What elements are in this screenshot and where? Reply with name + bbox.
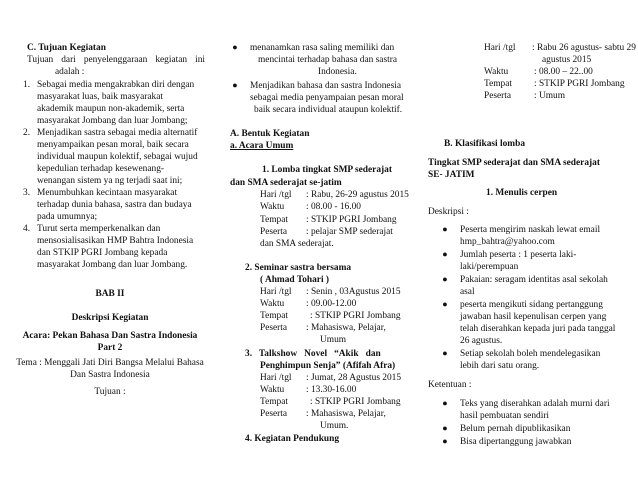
row-value: : Rabu 26 agustus- sabtu 29 [532,43,636,53]
tujuan-item-2-line: Menjadikan sastra sebagai media alternatif [37,128,198,138]
section-a-heading: A. Bentuk Kegiatan [230,129,310,139]
row-value: : Mahasiswa, Pelajar, [306,323,386,333]
pendukung-row-participant [484,90,565,102]
row-label: Hari /tgl [260,190,292,200]
talkshow-participant-cont: Umum. [320,421,349,431]
tujuan-item-4-line: mensosialisasikan HMP Bahtra Indonesia [37,236,194,246]
tujuan-item-3-line: Menumbuhkan kecintaan masyarakat [37,188,178,198]
bullet-icon: ● [442,423,448,433]
kegiatan-pendukung-heading: 4. Kegiatan Pendukung [245,434,340,444]
ketentuan-item-line: hasil pembuatan sendiri [460,411,550,421]
bullet-icon: ● [442,398,448,408]
row-value: : 13.30-16.00 [306,385,357,395]
tujuan-item-1-line: akademik maupun non-akademik, serta [37,104,185,114]
bullet-icon: ● [442,299,448,309]
row-label: Hari /tgl [260,373,292,383]
acara-umum-text: a. Acara Umum [230,141,294,151]
row-label: Waktu [260,385,285,395]
row-label: Peserta [484,91,512,101]
row-label: Tempat [484,79,512,89]
seminar-title: 2. Seminar sastra bersama [245,263,352,273]
talkshow-row-place [260,396,401,408]
talkshow-row-date [260,372,401,384]
tujuan-item-2-line: kepedulian terhadap kesewenang- [37,164,165,174]
talkshow-row-time [260,384,356,396]
row-label: Peserta [260,227,288,237]
deskripsi-item-line: Jumlah peserta : 1 peserta laki- [460,250,577,260]
row-label: Hari /tgl [260,287,292,297]
bullet-icon: ● [442,274,448,284]
acara-part: Part 2 [97,343,123,353]
row-label: Waktu [260,299,285,309]
cerpen-heading: 1. Menulis cerpen [486,188,558,198]
ketentuan-item-line: Bisa dipertanggung jawabkan [460,437,572,447]
lomba-row-time [260,201,361,213]
tujuan-bullet-line: mencintai terhadap bahasa dan sastra [258,55,397,65]
tujuan-bullet-line: baik secara individual ataupun kolektif. [254,105,403,115]
tingkat-line-cont: SE- JATIM [428,170,475,180]
tujuan-bullet-line: Menjadikan bahasa dan sastra Indonesia [250,81,401,91]
tujuan-item-3-line: terhadap dunia bahasa, sastra dan budaya [37,200,192,210]
row-label: Tempat [260,215,288,225]
lomba-title-cont: dan SMA sederajat se-jatim [230,178,342,188]
tujuan-item-4-line: dan STKIP PGRI Jombang kepada [37,248,168,258]
lomba-row-date [260,189,409,201]
row-label: Waktu [484,67,509,77]
deskripsi-item-line: asal [460,287,475,297]
acara-title: Acara: Pekan Bahasa Dan Sastra Indonesia [22,331,198,341]
talkshow-title-cont: Penghimpun Senja” (Afifah Afra) [260,361,396,371]
deskripsi-item-line: peserta mengikuti sidang pertanggung [460,300,603,310]
tujuan-item-1-line: masyarakat Jombang dan luar Jombang; [37,116,188,126]
row-value: : Mahasiswa, Pelajar, [306,409,386,419]
lomba-row-place [260,214,397,226]
ketentuan-item-line: Belum pernah dipublikasikan [460,424,571,434]
lomba-participant-cont: dan SMA sederajat. [260,239,334,249]
row-value: : STKIP PGRI Jombang [310,311,401,321]
row-value: : STKIP PGRI Jombang [310,397,401,407]
tujuan-bullet-line: Indonesia. [318,67,357,77]
acara-umum-heading [230,140,293,152]
seminar-speaker: ( Ahmad Tohari ) [260,275,330,285]
pendukung-row-place [484,78,625,90]
lomba-row-participant [260,226,393,238]
tujuan-label: Tujuan : [94,387,126,397]
row-value: : 08.00 - 16.00 [306,202,361,212]
section-b-heading: B. Klasifikasi lomba [444,139,526,149]
bullet-icon: ● [442,348,448,358]
tujuan-intro: Tujuan dari penyelenggaraan kegiatan ini [27,55,205,65]
row-label: Tempat [260,311,288,321]
deskripsi-item-line: lebih dari satu orang. [460,361,540,371]
tujuan-bullet-line: menanamkan rasa saling memiliki dan [250,43,395,53]
tujuan-item-2-line: individual maupun kolektif, sebagai wujud [37,152,198,162]
tujuan-bullet-line: sebagai media penyampaian pesan moral [250,93,404,103]
tujuan-intro-cont: adalah : [55,67,85,77]
tema-line: Tema : Menggali Jati Diri Bangsa Melalui Bahasa [16,358,204,368]
tujuan-item-3-line: pada umumnya; [37,212,98,222]
row-value: : Jumat, 28 Agustus 2015 [306,373,402,383]
deskripsi-item-email: hmp_bahtra@yahoo.com [460,237,555,247]
talkshow-row-participant [260,408,386,420]
row-value: : Rabu, 26-29 agustus 2015 [306,190,409,200]
deskripsi-item-line: jawaban hasil kepenulisan cerpen yang [460,312,607,322]
deskripsi-item-line: Setiap sekolah boleh mendelegasikan [460,349,601,359]
row-label: Peserta [260,409,288,419]
row-label: Tempat [260,397,288,407]
row-value: : Umum [534,91,565,101]
tingkat-line: Tingkat SMP sederajat dan SMA sederajat [428,158,600,168]
bullet-icon: ● [232,42,238,52]
row-value: : STKIP PGRI Jombang [534,79,625,89]
row-label: Waktu [260,202,285,212]
bab-title: BAB II [95,289,125,299]
bullet-icon: ● [232,80,238,90]
deskripsi-item-line: Pakaian: seragam identitas asal sekolah [460,275,608,285]
tujuan-item-1-line: masyarakat luas, baik masyarakat [37,92,163,102]
talkshow-title: 3. Talkshow Novel “Akik dan [245,349,381,359]
ketentuan-label: Ketentuan : [428,380,472,390]
row-value: : STKIP PGRI Jombang [306,215,397,225]
tujuan-item-2-line: menyampaikan pesan moral, baik secara [37,140,189,150]
bab-subtitle: Deskripsi Kegiatan [71,313,149,323]
row-label: Peserta [260,323,288,333]
tujuan-item-4-line: Turut serta memperkenalkan dan [37,224,161,234]
pendukung-row-time [484,66,593,78]
deskripsi-item-line: 26 agustus. [460,336,503,346]
seminar-participant-cont: Umum [320,335,347,345]
deskripsi-item-line: laki/perempuan [460,262,519,272]
bullet-icon: ● [442,436,448,446]
tujuan-item-4-line: masyarakat Jombang dan luar Jombang. [37,260,188,270]
pendukung-row-date [484,42,636,54]
tema-line-cont: Dan Sastra Indonesia [70,370,150,380]
tujuan-item-3-num: 3. [23,188,31,198]
section-c-heading: C. Tujuan Kegiatan [27,43,106,53]
bullet-icon: ● [442,224,448,234]
seminar-row-participant [260,322,386,334]
tujuan-item-2-num: 2. [23,128,31,138]
tujuan-item-1-num: 1. [23,80,31,90]
seminar-row-date [260,286,401,298]
row-value: : 09.00-12.00 [306,299,357,309]
row-value: : pelajar SMP sederajat [306,227,393,237]
lomba-title: 1. Lomba tingkat SMP sederajat [262,165,392,175]
tujuan-item-2-line: wenangan sistem ya ng terjadi saat ini; [37,176,183,186]
bullet-icon: ● [442,249,448,259]
seminar-row-time [260,298,356,310]
row-value: : 08.00 – 22..00 [534,67,593,77]
deskripsi-item-line: telah diserahkan kepada juri pada tanggal [460,324,616,334]
seminar-row-place [260,310,401,322]
deskripsi-item-line: Peserta mengirim naskah lewat email [460,225,601,235]
deskripsi-label: Deskripsi : [428,207,469,217]
row-label: Hari /tgl [484,43,516,53]
pendukung-row-date-cont [542,54,591,66]
tujuan-item-1-line: Sebagai media mengakrabkan diri dengan [37,80,195,90]
row-value: : Senin , 03Agustus 2015 [306,287,401,297]
tujuan-item-4-num: 4. [23,224,31,234]
ketentuan-item-line: Teks yang diserahkan adalah murni dari [460,399,610,409]
row-value: agustus 2015 [542,55,592,65]
